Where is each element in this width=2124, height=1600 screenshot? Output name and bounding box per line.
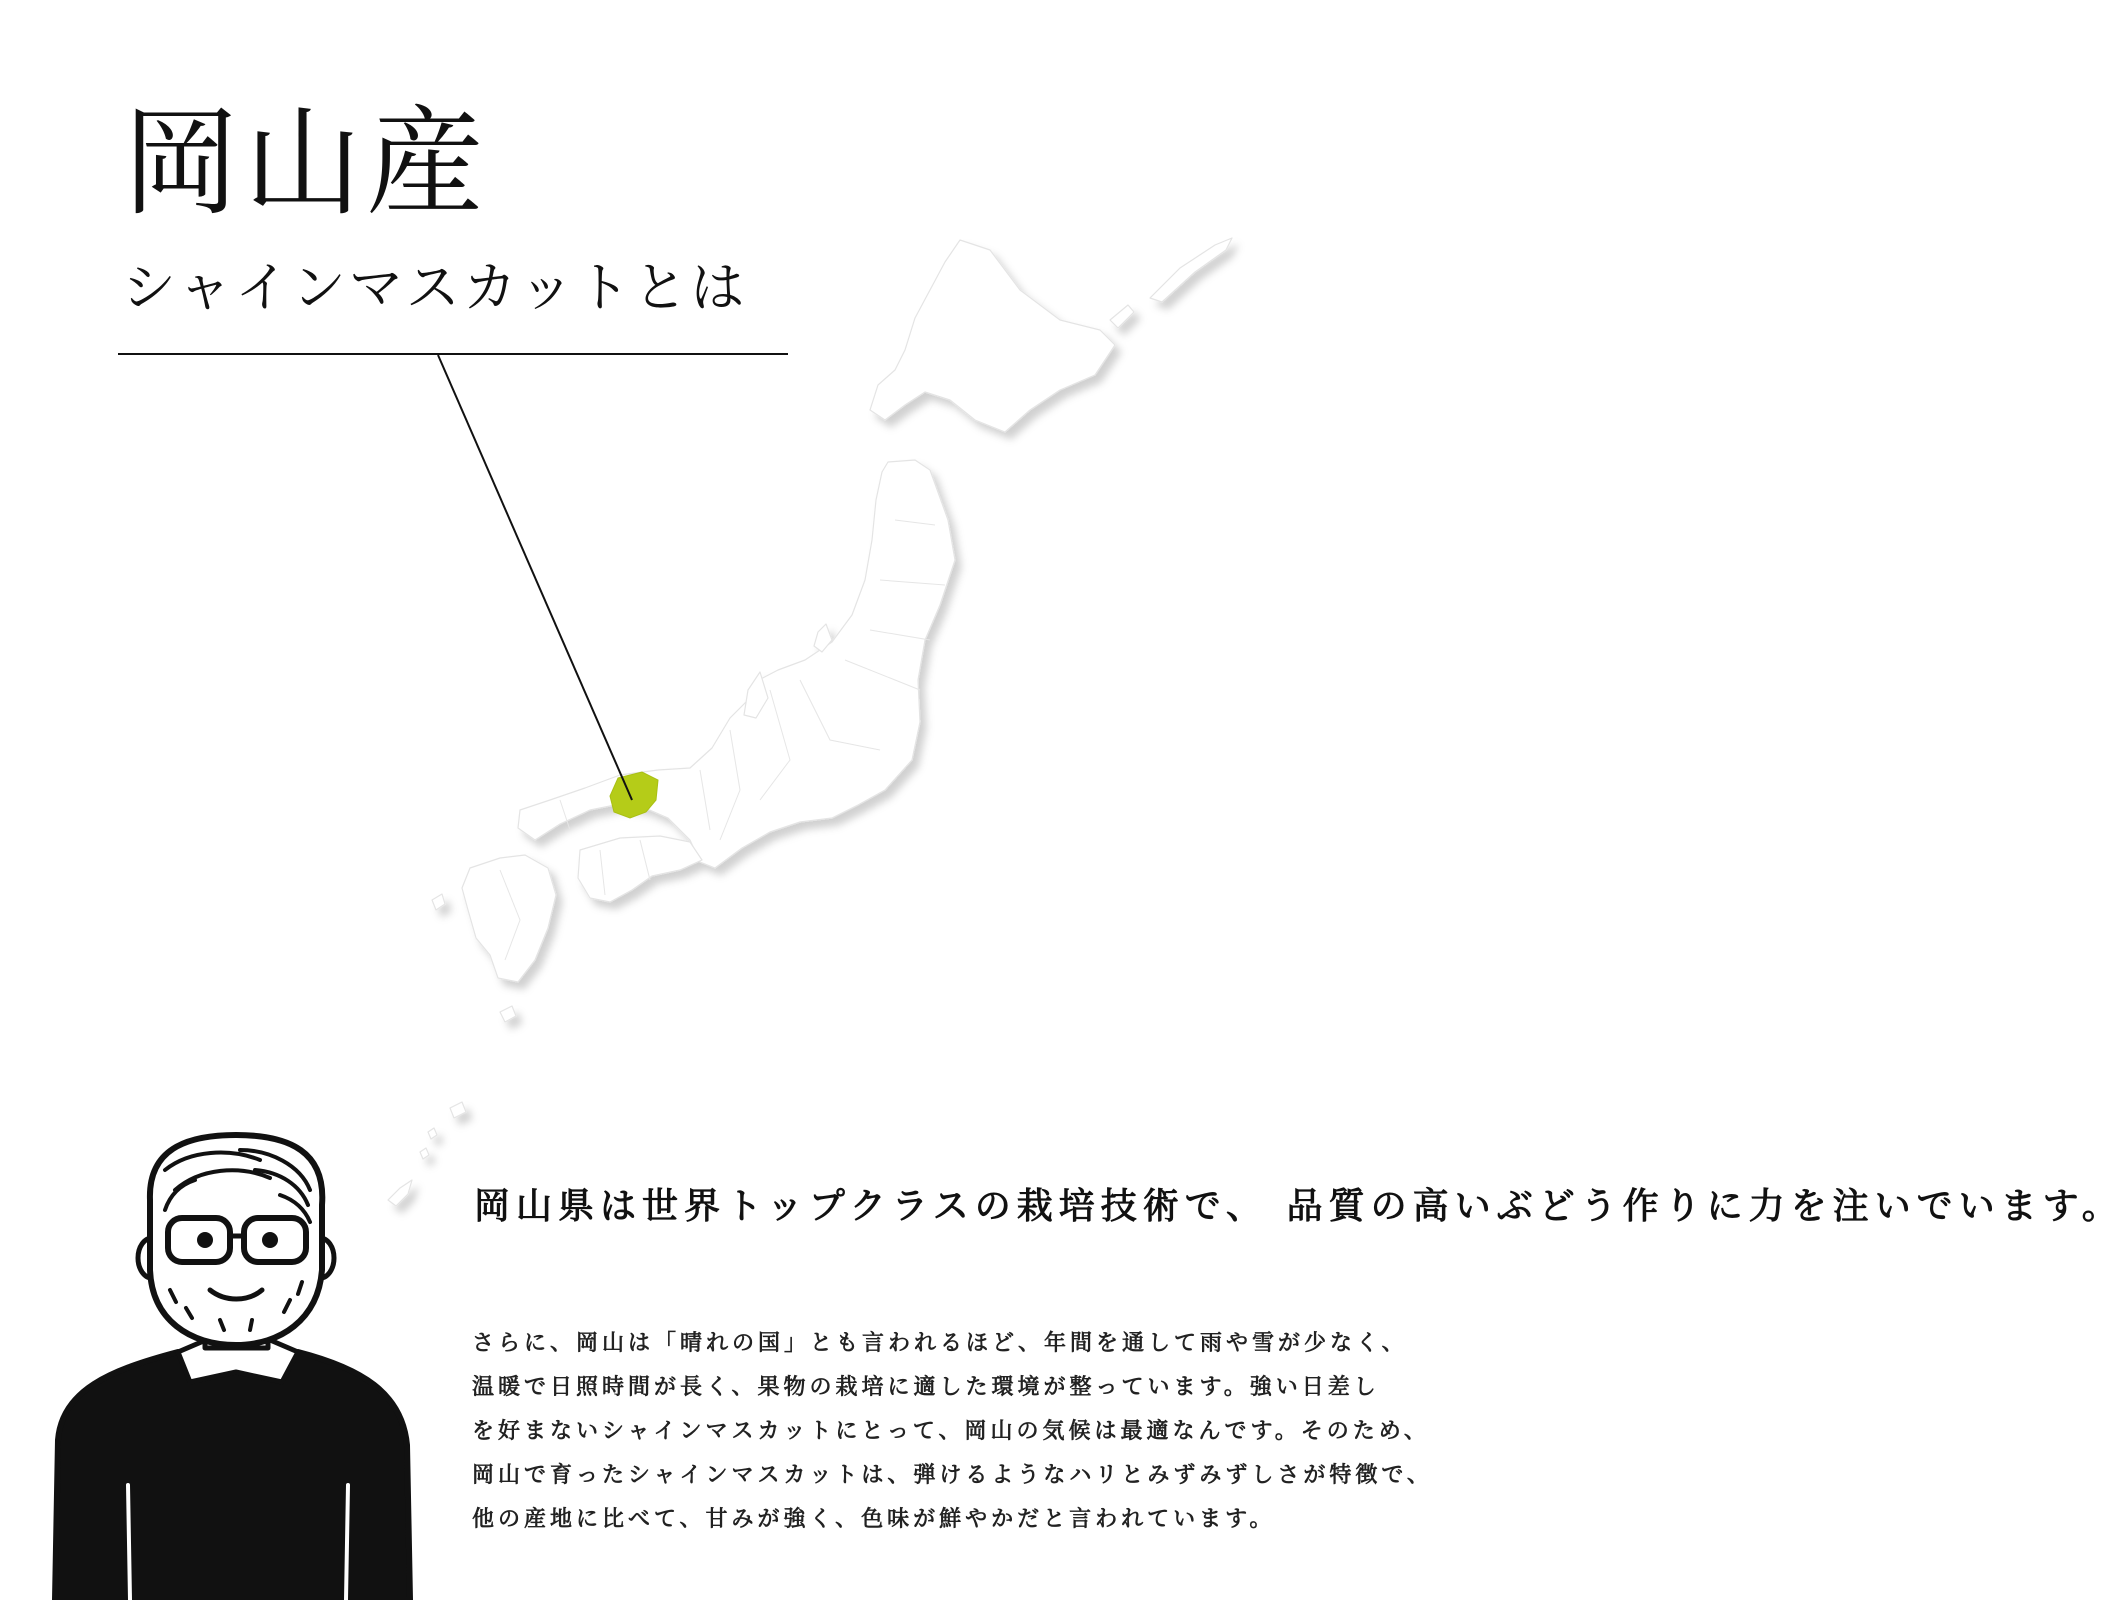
ryukyu-island — [420, 1148, 429, 1159]
hokkaido-island — [870, 240, 1115, 432]
kuril-islands — [1150, 238, 1232, 302]
page-subtitle: シャインマスカットとは — [122, 256, 748, 319]
farmer-illustration — [55, 1135, 410, 1600]
body-line: を好まないシャインマスカットにとって、岡山の気候は最適なんです。そのため、 — [472, 1419, 1430, 1444]
pointer-line — [438, 355, 632, 800]
body-text — [472, 1322, 1433, 1542]
body-line: 他の産地に比べて、甘みが強く、色味が鮮やかだと言われています。 — [472, 1507, 1276, 1532]
tanegashima-island — [500, 1006, 516, 1022]
kyushu-island — [462, 855, 556, 982]
goto-island — [432, 894, 445, 910]
honshu-island — [518, 460, 955, 868]
body-line: 岡山で育ったシャインマスカットは、弾けるようなハリとみずみずしさが特徴で、 — [472, 1463, 1433, 1488]
lead-line: 品質の高いぶどう作りに力を注いでいます。 — [1286, 1186, 2124, 1227]
lead-line: 岡山県は世界トップクラスの栽培技術で、 — [474, 1186, 1269, 1227]
amami-island — [450, 1102, 466, 1118]
kuril-islands — [1110, 305, 1134, 328]
body-line: 温暖で日照時間が長く、果物の栽培に適した環境が整っています。強い日差し — [472, 1375, 1380, 1400]
body-line: さらに、岡山は「晴れの国」とも言われるほど、年間を通して雨や雪が少なく、 — [472, 1331, 1408, 1356]
shikoku-island — [578, 836, 702, 902]
okinawa-island — [388, 1180, 412, 1206]
page-title: 岡山産 — [122, 94, 489, 232]
lead-text — [474, 1178, 2124, 1236]
sweater — [55, 1352, 410, 1600]
ryukyu-island — [428, 1128, 437, 1139]
